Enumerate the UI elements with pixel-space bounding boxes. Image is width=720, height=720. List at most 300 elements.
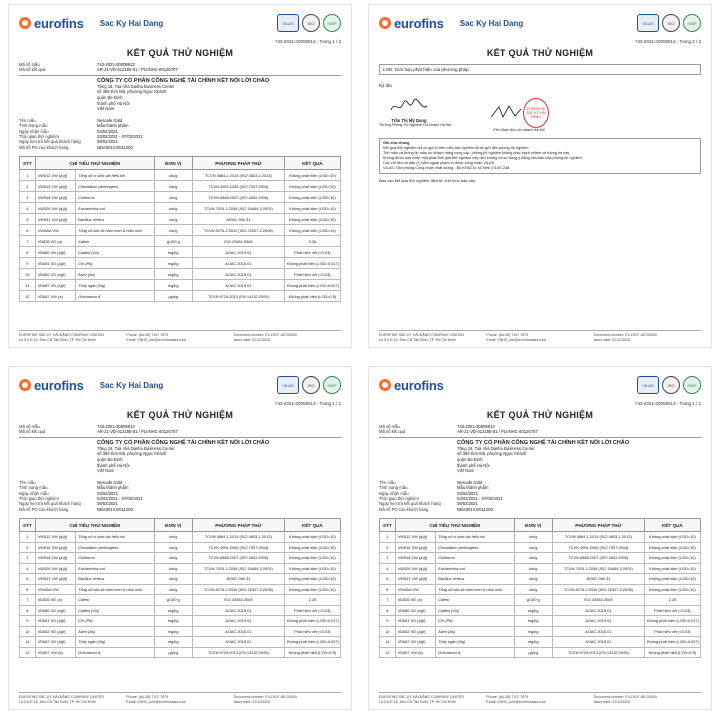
col-header: ĐƠN VỊ — [154, 157, 192, 170]
company-stamp-icon: EUROFINS SẮC KÝ HẢI ĐĂNG — [523, 98, 549, 128]
table-cell: TCVN 9724:2013 (EN 14132:2009) — [192, 647, 284, 658]
table-cell: cfu/g — [154, 584, 192, 595]
footer-issue: Issue date: 01/12/2020 — [593, 337, 631, 342]
table-cell: cfu/g — [154, 181, 192, 192]
table-cell: AOAC 2015.01 — [192, 258, 284, 269]
results-body — [380, 532, 701, 658]
table-cell: g/100 g — [154, 236, 192, 247]
brand-name: eurofins — [34, 377, 84, 393]
sample-code: 743-2021-00008913 — [97, 62, 135, 67]
sample-code: 743-2021-00008913 — [97, 424, 135, 429]
table-cell: TCVN 9724:2013 (EN 14132:2009) — [552, 647, 644, 658]
vilas-badge-icon: VILAS — [277, 376, 299, 394]
sample-info — [19, 480, 341, 512]
sample-code-label: Mã số mẫu — [19, 62, 40, 67]
table-cell: mg/kg — [154, 258, 192, 269]
table-cell: Tổng số vi sinh vật hiếu khí — [436, 532, 515, 543]
table-row — [20, 170, 341, 181]
info-value: 03/02/2021 — [457, 490, 478, 496]
col-header: KẾT QUẢ — [284, 519, 340, 532]
col-header: CHỈ TIÊU THỬ NGHIỆM — [35, 157, 154, 170]
table-cell: TCVN 4991:2005 (ISO 7937:2004) — [192, 542, 284, 553]
general-notes — [379, 138, 701, 174]
table-cell: 11 — [20, 280, 36, 291]
table-cell: VW515 VW (a)(f) — [395, 542, 435, 553]
signature-block — [489, 96, 549, 132]
table-row — [20, 247, 341, 258]
table-cell: 10 — [20, 269, 36, 280]
table-cell: Không phát hiện (LOD=10) — [284, 584, 340, 595]
footer-docnum: Document number: EV-DS-F-AR-00000 — [593, 333, 657, 338]
footer-email: Email: VNHC_info@eurofinsasia.com — [126, 699, 187, 704]
note-line: Các chỉ tiêu có dấu (*) nằm ngoài phạm vi được công nhận VILAS. — [383, 161, 496, 165]
table-cell: Clostridium perfringens — [436, 542, 515, 553]
result-code: AR-21-VD-012155-01 / PLVNHC-00126707 — [97, 429, 178, 435]
table-cell: Cafein — [436, 595, 515, 606]
iso-badge-icon: ISO — [662, 376, 680, 394]
table-cell: cfu/g — [154, 574, 192, 585]
footer-docnum: Document number: EV-DS-F-AR-00000 — [233, 333, 297, 338]
table-cell: cfu/g — [154, 532, 192, 543]
table-cell: 10 — [20, 626, 36, 637]
table-cell: Ochratoxin A — [76, 291, 155, 302]
info-value: NDA001CO011200 — [457, 506, 493, 512]
table-cell: Tổng số bào tử nấm men & nấm mốc — [436, 584, 515, 595]
signer-name: Trần Thị Mỹ Dung — [391, 118, 427, 123]
table-cell: Không phát hiện (LOD=10) — [284, 214, 340, 225]
table-cell: Không phát hiện (LOD=10) — [284, 542, 340, 553]
table-cell: Thủy ngân (Hg) — [76, 637, 155, 648]
table-cell: 6 — [380, 584, 396, 595]
table-cell: mg/kg — [514, 637, 552, 648]
report-reference: 743-2021-00008913 - Trang 1 / 2 — [274, 39, 341, 44]
footer-address: Lô 5.6 Đ.16, Khu CN Tân Bình, TP. Hồ Chí Minh — [19, 337, 96, 342]
page-footer — [379, 330, 701, 342]
table-cell: Không phát hiện (LOD=10) — [644, 553, 700, 564]
report-page-3 — [8, 366, 352, 710]
table-cell: TCVN 6848:2007 (ISO 4832:2006) — [192, 192, 284, 203]
info-value: Mẫu thành phẩm — [97, 123, 129, 129]
table-cell: Không phát hiện (LOD=10) — [284, 532, 340, 543]
brand-name: eurofins — [394, 15, 444, 31]
info-label: Ngày nhận mẫu — [379, 490, 409, 496]
report-title: KẾT QUẢ THỬ NGHIỆM — [126, 48, 234, 58]
table-cell: 12 — [20, 291, 36, 302]
table-cell: Phát hiện vết (<0.03) — [644, 626, 700, 637]
note-line: Tên mẫu và thông tin mẫu do khách hàng cung cấp, phòng thí nghiệm không chịu trách nhiệm về thông tin này. — [383, 151, 570, 155]
gmp-badge-icon: GMP — [683, 14, 701, 32]
results-table — [19, 518, 341, 658]
info-value: Mẫu thành phẩm — [457, 485, 489, 491]
footer-phone: Phone: (84-28) 7107 7879 — [486, 333, 529, 338]
table-row — [380, 574, 701, 585]
table-cell: cfu/g — [514, 574, 552, 585]
report-reference: 743-2021-00008913 - Trang 1 / 2 — [634, 401, 701, 406]
table-row — [20, 616, 341, 627]
lab-name: Sac Ky Hai Dang — [99, 18, 164, 28]
table-cell: Bacillus cereus — [436, 574, 515, 585]
table-row — [380, 584, 701, 595]
report-reference: 743-2021-00008913 - Trang 1 / 2 — [274, 401, 341, 406]
table-cell: 2 — [380, 542, 396, 553]
footer-email: Email: VNHC_info@eurofinsasia.com — [486, 337, 547, 342]
table-cell: 2.26 — [284, 595, 340, 606]
sample-code-label: Mã số mẫu — [379, 424, 400, 429]
table-cell: 7 — [20, 595, 36, 606]
footer-phone: Phone: (84-28) 7107 7879 — [486, 695, 529, 700]
table-cell: cfu/g — [154, 192, 192, 203]
table-cell: 6 — [20, 584, 36, 595]
table-row — [380, 532, 701, 543]
note-line: Không được sao chép một phần kết quả thử nghiệm này nếu không có sự đồng ý bằng văn bản của phòng thí nghiệm. — [383, 156, 583, 160]
vilas-badge-icon: VILAS — [637, 376, 659, 394]
table-cell: Escherichia coli — [76, 563, 155, 574]
table-cell: 7 — [380, 595, 396, 606]
eurofins-mark-icon — [19, 379, 31, 391]
table-cell: 9 — [20, 616, 36, 627]
table-cell: cfu/g — [514, 563, 552, 574]
table-cell: VD687 VD (a)(f) — [35, 280, 75, 291]
address-line: thành phố Hà Nội — [97, 462, 130, 468]
info-value: 03/02/2021 - 07/02/2021 — [97, 134, 143, 139]
table-cell: 2.26 — [644, 595, 700, 606]
table-cell: VD682 VD (a)(f) — [35, 626, 75, 637]
page-footer — [19, 692, 341, 704]
footer-email: Email: VNHC_info@eurofinsasia.com — [486, 699, 547, 704]
table-cell: Phát hiện vết (<0.03) — [284, 269, 340, 280]
info-label: Tên mẫu — [379, 479, 396, 485]
table-cell: VD687 VD (a)(f) — [35, 637, 75, 648]
table-row — [20, 291, 341, 302]
table-cell: mg/kg — [514, 616, 552, 627]
table-cell: 2 — [20, 181, 36, 192]
table-cell: 1 — [20, 170, 36, 181]
table-cell: µg/kg — [514, 647, 552, 658]
table-cell: 4 — [20, 563, 36, 574]
table-cell: Thủy ngân (Hg) — [76, 280, 155, 291]
table-cell: 10 — [380, 626, 396, 637]
address-line: quận Ba Đình — [457, 457, 483, 462]
table-cell: g/100 g — [514, 595, 552, 606]
table-cell: 4 — [20, 203, 36, 214]
table-cell: mg/kg — [514, 626, 552, 637]
info-value: Nescafe Gold — [97, 117, 123, 123]
table-cell: Cadimi (Cd) — [436, 605, 515, 616]
table-cell: 9 — [20, 258, 36, 269]
signature-row — [379, 96, 701, 132]
address-line: Tầng 18, Toà nhà Dasha Business Center — [97, 83, 175, 89]
page-footer — [379, 692, 701, 704]
table-cell: AOAC 2015.01 — [192, 247, 284, 258]
iso-badge-icon: ISO — [662, 14, 680, 32]
table-cell: Không phát hiện (LOD=10) — [644, 584, 700, 595]
table-cell: AOAC 2015.01 — [552, 616, 644, 627]
table-cell: VW512 VW (a)(f) — [35, 532, 75, 543]
eurofins-logo — [379, 378, 444, 393]
table-cell: cfu/g — [154, 170, 192, 181]
address-line: Tầng 18, Toà nhà Dasha Business Center — [457, 445, 535, 451]
table-cell: Bacillus cereus — [76, 214, 155, 225]
info-value: Nescafe Gold — [457, 479, 483, 485]
table-cell: AOAC 2015.01 — [552, 605, 644, 616]
results-body — [20, 532, 341, 658]
table-cell: Thủy ngân (Hg) — [436, 637, 515, 648]
table-cell: Không phát hiện (LOD=10) — [284, 563, 340, 574]
results-body — [20, 170, 341, 302]
table-cell: Không phát hiện (LOD=10) — [644, 532, 700, 543]
table-cell: VD680 VD (a)(f) — [395, 605, 435, 616]
report-reference: 743-2021-00008913 - Trang 2 / 2 — [634, 39, 701, 44]
signature-block — [379, 96, 452, 132]
info-value: 03/02/2021 — [97, 128, 118, 134]
table-cell: 2 — [20, 542, 36, 553]
gmp-badge-icon: GMP — [683, 376, 701, 394]
table-cell: AOAC 2015.01 — [192, 269, 284, 280]
customer-company: CÔNG TY CỔ PHẦN CÔNG NGHỆ TÀI CHÍNH KẾT NỐI LỜI CHÀO — [457, 439, 630, 446]
table-cell: VW515 VW (a)(f) — [35, 542, 75, 553]
report-title: KẾT QUẢ THỬ NGHIỆM — [486, 410, 594, 420]
table-row — [380, 595, 701, 606]
table-cell: 8 — [380, 605, 396, 616]
info-label: Thời gian thử nghiệm — [379, 496, 420, 501]
table-cell: 7 — [20, 236, 36, 247]
table-cell: VD687 VW (a) — [35, 647, 75, 658]
iso-badge-icon: ISO — [302, 376, 320, 394]
table-cell: mg/kg — [154, 269, 192, 280]
table-cell: VW531 VW (a)(f) — [35, 214, 75, 225]
table-cell: VD681 VD (a)(f) — [35, 616, 75, 627]
address-line: quận Ba Đình — [97, 457, 123, 462]
table-cell: Không phát hiện (LOD=0.017) — [284, 258, 340, 269]
table-cell: VD680 VD (a)(f) — [35, 247, 75, 258]
info-label: Thời gian thử nghiệm — [19, 134, 60, 139]
table-cell: VD682 VD (a)(f) — [395, 626, 435, 637]
table-row — [20, 647, 341, 658]
table-cell: µg/kg — [154, 647, 192, 658]
footer-docnum: Document number: EV-DS-F-AR-00000 — [233, 695, 297, 700]
signer-role: Phó Giám đốc chi nhánh Hà Nội — [493, 128, 545, 132]
table-row — [20, 605, 341, 616]
table-cell: AOAC 2015.01 — [192, 616, 284, 627]
table-cell: AOAC 980.31 — [552, 574, 644, 585]
info-value: 09/02/2021 — [97, 139, 118, 145]
result-code: AR-21-VD-012155-01 / PLVNHC-00126707 — [457, 429, 538, 435]
table-cell: TCVN 7924-2:2008 (ISO 16649-2:2001) — [192, 563, 284, 574]
table-cell: Phát hiện vết (<0.03) — [284, 247, 340, 258]
info-value: 09/02/2021 — [457, 501, 478, 507]
address-line: quận Ba Đình — [97, 95, 123, 100]
table-cell: Bacillus cereus — [76, 574, 155, 585]
table-cell: 12 — [380, 647, 396, 658]
table-row — [20, 637, 341, 648]
table-cell: TCVN 6848:2007 (ISO 4832:2006) — [552, 553, 644, 564]
address-line: Việt Nam — [97, 468, 115, 474]
table-cell: Phát hiện vết (<0.03) — [644, 605, 700, 616]
info-value: 03/02/2021 - 07/02/2021 — [97, 496, 143, 501]
table-cell: VWAAA VW — [395, 584, 435, 595]
table-cell: Chì (Pb) — [436, 616, 515, 627]
table-cell: Coliforms — [76, 553, 155, 564]
table-row — [380, 553, 701, 564]
table-cell: 1 — [380, 532, 396, 543]
table-cell: Cafein — [76, 236, 155, 247]
table-cell: VWAAA VW — [35, 584, 75, 595]
table-cell: cfu/g — [514, 584, 552, 595]
table-cell: cfu/g — [154, 563, 192, 574]
table-cell: Asen (As) — [436, 626, 515, 637]
table-cell: Không phát hiện (LOD=10) — [284, 553, 340, 564]
table-row — [20, 236, 341, 247]
table-cell: Cadimi (Cd) — [76, 605, 155, 616]
table-row — [380, 637, 701, 648]
address-line: thành phố Hà Nội — [97, 100, 130, 106]
report-page-4 — [368, 366, 712, 710]
footer-issue: Issue date: 01/12/2020 — [233, 337, 271, 342]
table-cell: 2.26 — [284, 236, 340, 247]
footer-issue: Issue date: 01/12/2020 — [593, 699, 631, 704]
table-row — [380, 616, 701, 627]
table-cell: cfu/g — [154, 542, 192, 553]
table-row — [20, 626, 341, 637]
lab-name: Sac Ky Hai Dang — [459, 18, 524, 28]
footer-address: Lô 5.6 Đ.16, Khu CN Tân Bình, TP. Hồ Chí Minh — [379, 337, 456, 342]
table-cell: Không phát hiện (LOD=0.007) — [284, 280, 340, 291]
table-cell: VD687 VD (a)(f) — [395, 637, 435, 648]
footer-issue: Issue date: 01/12/2020 — [233, 699, 271, 704]
table-row — [380, 563, 701, 574]
table-cell: TCVN 8275-2:2010 (ISO 21527-2:2008) — [192, 225, 284, 236]
page-header — [379, 373, 701, 397]
page-header — [19, 373, 341, 397]
table-cell: Không phát hiện (LOD=10) — [284, 192, 340, 203]
info-label: Tình trạng mẫu — [379, 485, 408, 491]
info-value: NDA001CO011200 — [97, 144, 133, 150]
table-cell: AOAC 2015.01 — [192, 280, 284, 291]
col-header: STT — [380, 519, 396, 532]
table-cell: 11 — [20, 637, 36, 648]
info-value: 03/02/2021 - 07/02/2021 — [457, 496, 503, 501]
table-cell: TCVN 8275-2:2010 (ISO 21527-2:2008) — [552, 584, 644, 595]
table-cell: AOAC 980.31 — [192, 214, 284, 225]
info-label: Ngày hẹn trả kết quả khách hàng — [19, 501, 81, 507]
col-header: CHỈ TIÊU THỬ NGHIỆM — [395, 519, 514, 532]
table-cell: Không phát hiện (LOD=0.007) — [284, 637, 340, 648]
table-cell: Không phát hiện (LOD=10) — [284, 203, 340, 214]
table-cell: VW518 VW (a)(f) — [35, 553, 75, 564]
table-cell: cfu/g — [154, 203, 192, 214]
col-header: KẾT QUẢ — [644, 519, 700, 532]
page-footer — [19, 330, 341, 342]
table-cell: VW526 VW (a)(f) — [35, 203, 75, 214]
info-value: NDA001CO011200 — [97, 506, 133, 512]
address-line: số 360 Kim Mã, phường Ngọc Khánh — [97, 89, 167, 95]
table-cell: VW526 VW (a)(f) — [395, 563, 435, 574]
table-row — [20, 181, 341, 192]
table-cell: 9 — [380, 616, 396, 627]
table-cell: VWAAA VW — [35, 225, 75, 236]
table-row — [20, 192, 341, 203]
table-cell: Escherichia coli — [436, 563, 515, 574]
table-cell: 3 — [20, 553, 36, 564]
vilas-badge-icon: VILAS — [637, 14, 659, 32]
table-cell: Không phát hiện (LOD=10) — [284, 181, 340, 192]
table-cell: g/100 g — [154, 595, 192, 606]
info-label: Tên mẫu — [19, 117, 36, 123]
table-cell: TCVN 4884-1:2015 (ISO 4833-1:2013) — [192, 532, 284, 543]
table-row — [20, 280, 341, 291]
footer-company: EUROFINS SẮC KÝ HẢI ĐĂNG COMPANY LIMITED — [19, 695, 105, 700]
info-value: Nescafe Gold — [97, 479, 123, 485]
table-row — [20, 563, 341, 574]
signature-icon — [379, 96, 439, 118]
info-label: Thời gian thử nghiệm — [19, 496, 60, 501]
table-cell: Không phát hiện (LOD=10) — [644, 542, 700, 553]
info-value: 09/02/2021 — [97, 501, 118, 507]
table-cell: Tổng số vi sinh vật hiếu khí — [76, 170, 155, 181]
col-header: STT — [20, 519, 36, 532]
table-cell: Không phát hiện (LOD=0.007) — [644, 637, 700, 648]
table-cell: Không phát hiện (LOD=10) — [644, 574, 700, 585]
table-row — [20, 258, 341, 269]
table-row — [20, 269, 341, 280]
table-cell: TCVN 4991:2005 (ISO 7937:2004) — [552, 542, 644, 553]
col-header: STT — [20, 157, 36, 170]
table-cell: VD826 VD (a) — [395, 595, 435, 606]
table-cell: mg/kg — [154, 626, 192, 637]
table-cell: TCVN 7924-2:2008 (ISO 16649-2:2001) — [552, 563, 644, 574]
table-cell: Không phát hiện (LOD=0.5) — [284, 647, 340, 658]
table-row — [380, 626, 701, 637]
table-cell: Không phát hiện (LOD=0.5) — [644, 647, 700, 658]
eurofins-logo — [19, 16, 84, 31]
table-cell: cfu/g — [154, 553, 192, 564]
table-cell: AOAC 2015.01 — [192, 605, 284, 616]
table-cell: VD687 VW (a) — [395, 647, 435, 658]
info-label: Tình trạng mẫu — [19, 123, 48, 129]
result-code-label: Mã số kết quả — [19, 67, 46, 73]
note-line: Kết quả thử nghiệm chỉ có giá trị trên mẫu thử nghiệm được gửi đến phòng thí nghiệm. — [383, 146, 530, 150]
table-cell: AOAC 2015.01 — [192, 637, 284, 648]
table-cell: Cadimi (Cd) — [76, 247, 155, 258]
address-line: thành phố Hà Nội — [457, 462, 490, 468]
table-cell: VW512 VW (a)(f) — [395, 532, 435, 543]
table-cell: Escherichia coli — [76, 203, 155, 214]
table-cell: Coliforms — [436, 553, 515, 564]
table-cell: TCVN 9724:2013 (EN 14132:2009) — [192, 291, 284, 302]
table-cell: Chì (Pb) — [76, 616, 155, 627]
table-cell: TCVN 8275-2:2010 (ISO 21527-2:2008) — [192, 584, 284, 595]
table-cell: Asen (As) — [76, 269, 155, 280]
sample-code-label: Mã số mẫu — [19, 424, 40, 429]
table-cell: 3 — [380, 553, 396, 564]
footer-email: Email: VNHC_info@eurofinsasia.com — [126, 337, 187, 342]
table-row — [380, 542, 701, 553]
col-header: KẾT QUẢ — [284, 157, 340, 170]
table-cell: VD682 VD (a)(f) — [35, 269, 75, 280]
table-cell: Không phát hiện (LOD=10) — [644, 563, 700, 574]
table-cell: 6 — [20, 225, 36, 236]
table-cell: 8 — [20, 605, 36, 616]
sign-label: Ký tên — [379, 83, 392, 88]
table-cell: Phát hiện vết (<0.03) — [284, 605, 340, 616]
table-cell: 3 — [20, 192, 36, 203]
eurofins-logo — [379, 16, 444, 31]
table-cell: Clostridium perfringens — [76, 181, 155, 192]
table-cell: VD681 VD (a)(f) — [35, 258, 75, 269]
info-label: Ngày hẹn trả kết quả khách hàng — [379, 501, 441, 507]
table-cell: AOAC 2015.01 — [552, 626, 644, 637]
table-cell: Không phát hiện (LOD=0.017) — [284, 616, 340, 627]
